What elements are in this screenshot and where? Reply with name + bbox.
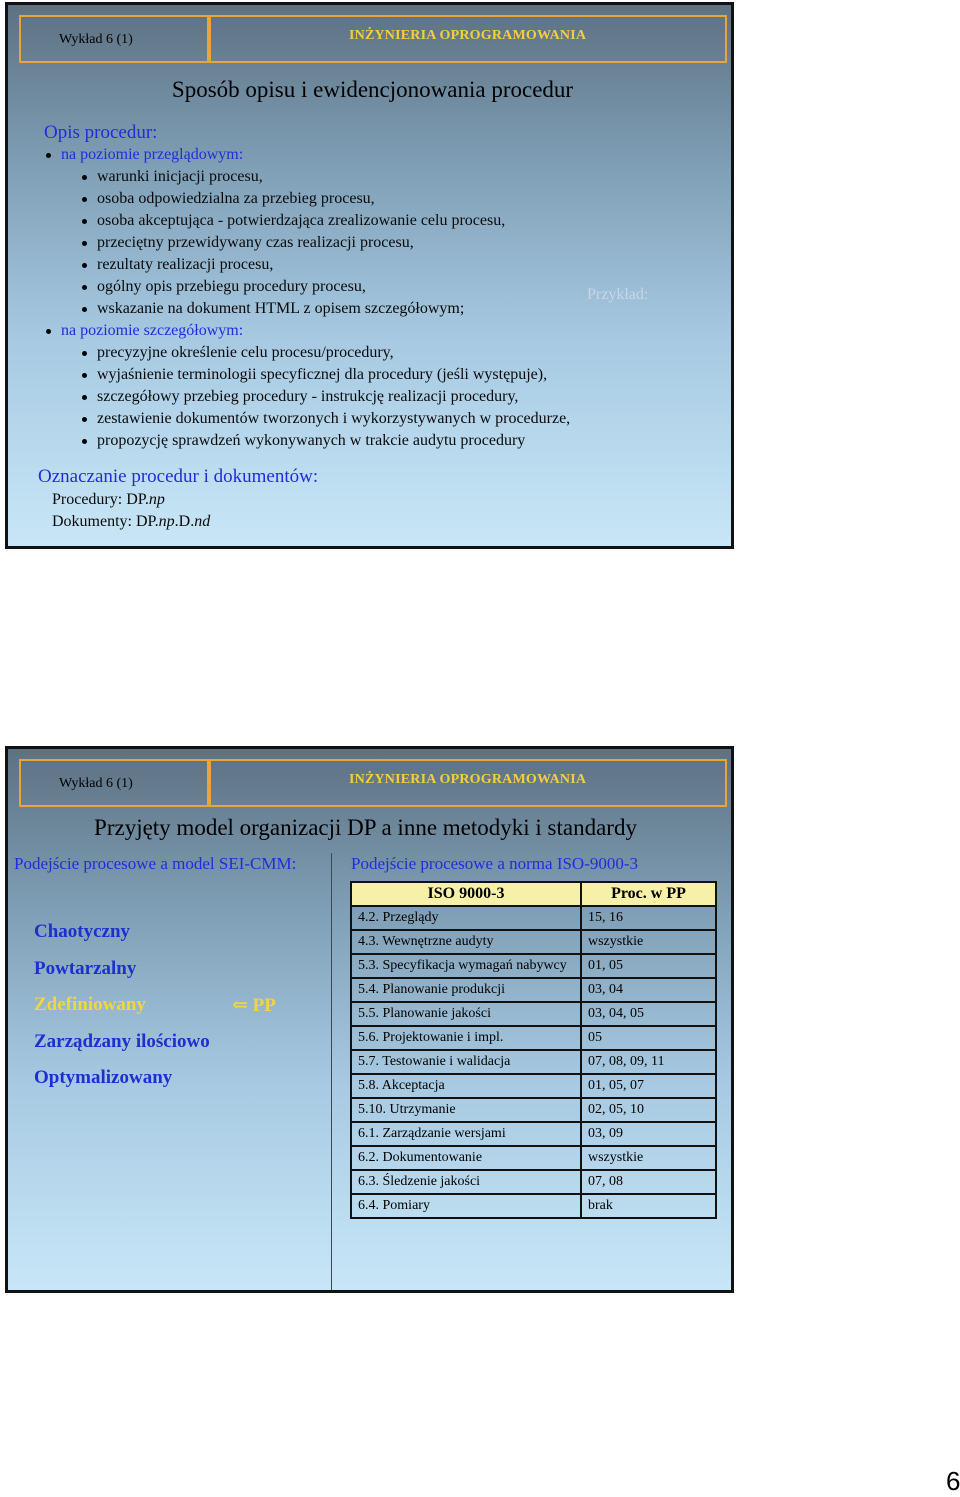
table-row [351, 906, 716, 930]
proc-cell: 02, 05, 10 [581, 1098, 716, 1122]
proc-cell: 03, 04 [581, 978, 716, 1002]
table-row [351, 1194, 716, 1218]
proc-cell: 07, 08, 09, 11 [581, 1050, 716, 1074]
table-header-row [351, 882, 716, 906]
documents-code-end: nd [194, 513, 211, 530]
iso-clause-cell: 6.2. Dokumentowanie [351, 1146, 581, 1170]
iso-clause-cell: 6.1. Zarządzanie wersjami [351, 1122, 581, 1146]
iso-clause-cell: 5.6. Projektowanie i impl. [351, 1026, 581, 1050]
cmm-level-3: Zdefiniowany [34, 994, 146, 1015]
bullet-icon [82, 351, 87, 356]
bullet-icon [82, 241, 87, 246]
table-header-proc: Proc. w PP [581, 882, 716, 906]
header-course-label: INŻYNIERIA OPROGRAMOWANIA [349, 28, 587, 43]
list-item: osoba akceptująca - potwierdzająca zrealizowanie celu procesu, [97, 212, 506, 229]
iso-clause-cell: 5.3. Specyfikacja wymagań nabywcy [351, 954, 581, 978]
iso-clause-cell: 6.3. Śledzenie jakości [351, 1170, 581, 1194]
list-item: warunki inicjacji procesu, [97, 168, 263, 185]
pp-marker [232, 994, 276, 1017]
list-item: precyzyjne określenie celu procesu/procedury, [97, 344, 394, 361]
bullet-icon [46, 153, 51, 158]
table-header-iso: ISO 9000-3 [351, 882, 581, 906]
iso-clause-cell: 5.5. Planowanie jakości [351, 1002, 581, 1026]
slide-dp-model [5, 746, 734, 1293]
iso-clause-cell: 5.7. Testowanie i walidacja [351, 1050, 581, 1074]
cmm-level-1: Chaotyczny [34, 921, 131, 942]
header-lecture-box [19, 15, 209, 63]
documents-code [52, 513, 210, 531]
table-row [351, 978, 716, 1002]
table-row [351, 1098, 716, 1122]
proc-cell: 15, 16 [581, 906, 716, 930]
proc-cell: brak [581, 1194, 716, 1218]
iso-clause-cell: 4.3. Wewnętrzne audyty [351, 930, 581, 954]
iso-clause-cell: 5.8. Akceptacja [351, 1074, 581, 1098]
bullet-icon [46, 329, 51, 334]
marking-heading: Oznaczanie procedur i dokumentów: [38, 466, 319, 487]
proc-cell: wszystkie [581, 1146, 716, 1170]
detail-label: na poziomie szczegółowym: [61, 322, 244, 339]
header-lecture-label: Wykład 6 (1) [59, 32, 133, 47]
bullet-icon [82, 285, 87, 290]
arrow-left-icon: ⇐ [232, 995, 248, 1016]
list-item: przeciętny przewidywany czas realizacji procesu, [97, 234, 414, 251]
list-item: ogólny opis przebiegu procedury procesu, [97, 278, 366, 295]
pp-marker-label: PP [252, 995, 276, 1016]
documents-code-var: np [158, 513, 175, 530]
iso-clause-cell: 5.10. Utrzymanie [351, 1098, 581, 1122]
table-row [351, 1122, 716, 1146]
header-lecture-box [19, 759, 209, 807]
slide-title: Przyjęty model organizacji DP a inne metodyki i standardy [94, 815, 637, 840]
bullet-icon [82, 219, 87, 224]
bullet-icon [82, 395, 87, 400]
bullet-icon [82, 373, 87, 378]
column-divider [331, 853, 332, 1293]
procedures-code [52, 491, 165, 509]
list-item: szczegółowy przebieg procedury - instrukcję realizacji procedury, [97, 388, 519, 405]
header-course-box [209, 15, 727, 63]
proc-cell: 01, 05, 07 [581, 1074, 716, 1098]
list-item: propozycję sprawdzeń wykonywanych w trakcie audytu procedury [97, 432, 526, 449]
header-lecture-label: Wykład 6 (1) [59, 776, 133, 791]
bullet-icon [82, 417, 87, 422]
page-number: 6 [946, 1466, 960, 1496]
header-course-box [209, 759, 727, 807]
list-item: wyjaśnienie terminologii specyficznej dla procedury (jeśli występuje), [97, 366, 548, 383]
table-row [351, 1026, 716, 1050]
example-link[interactable]: Przykład: [587, 286, 649, 303]
iso-heading: Podejście procesowe a norma ISO-9000-3 [351, 854, 639, 873]
procedures-code-var: np [148, 491, 165, 508]
proc-cell: 05 [581, 1026, 716, 1050]
iso-clause-cell: 5.4. Planowanie produkcji [351, 978, 581, 1002]
table-row [351, 954, 716, 978]
proc-cell: 07, 08 [581, 1170, 716, 1194]
list-item: zestawienie dokumentów tworzonych i wykorzystywanych w procedurze, [97, 410, 571, 427]
bullet-icon [82, 263, 87, 268]
bullet-icon [82, 439, 87, 444]
table-row [351, 1074, 716, 1098]
slide-title: Sposób opisu i ewidencjonowania procedur [171, 77, 574, 102]
sei-cmm-heading: Podejście procesowe a model SEI-CMM: [14, 854, 297, 873]
bullet-icon [82, 175, 87, 180]
iso-clause-cell: 6.4. Pomiary [351, 1194, 581, 1218]
slide-procedures-description [5, 2, 734, 549]
proc-cell: 01, 05 [581, 954, 716, 978]
list-item: rezultaty realizacji procesu, [97, 256, 274, 273]
table-row [351, 1146, 716, 1170]
cmm-level-5: Optymalizowany [34, 1067, 173, 1088]
table-row [351, 930, 716, 954]
proc-cell: 03, 09 [581, 1122, 716, 1146]
cmm-level-4: Zarządzany ilościowo [34, 1031, 210, 1052]
overview-label: na poziomie przeglądowym: [61, 146, 244, 163]
bullet-icon [82, 197, 87, 202]
iso-clause-cell: 4.2. Przeglądy [351, 906, 581, 930]
iso-table [350, 881, 717, 1219]
table-row [351, 1170, 716, 1194]
proc-cell: wszystkie [581, 930, 716, 954]
list-item: osoba odpowiedzialna za przebieg procesu, [97, 190, 375, 207]
documents-code-prefix: Dokumenty: DP. [52, 513, 159, 530]
proc-cell: 03, 04, 05 [581, 1002, 716, 1026]
table-row [351, 1050, 716, 1074]
bullet-icon [82, 307, 87, 312]
cmm-level-2: Powtarzalny [34, 958, 137, 979]
table-row [351, 1002, 716, 1026]
documents-code-mid: .D. [174, 513, 195, 530]
procedures-code-prefix: Procedury: DP. [52, 491, 149, 508]
opis-heading: Opis procedur: [44, 122, 158, 143]
list-item: wskazanie na dokument HTML z opisem szczegółowym; [97, 300, 465, 317]
header-course-label: INŻYNIERIA OPROGRAMOWANIA [349, 772, 587, 787]
